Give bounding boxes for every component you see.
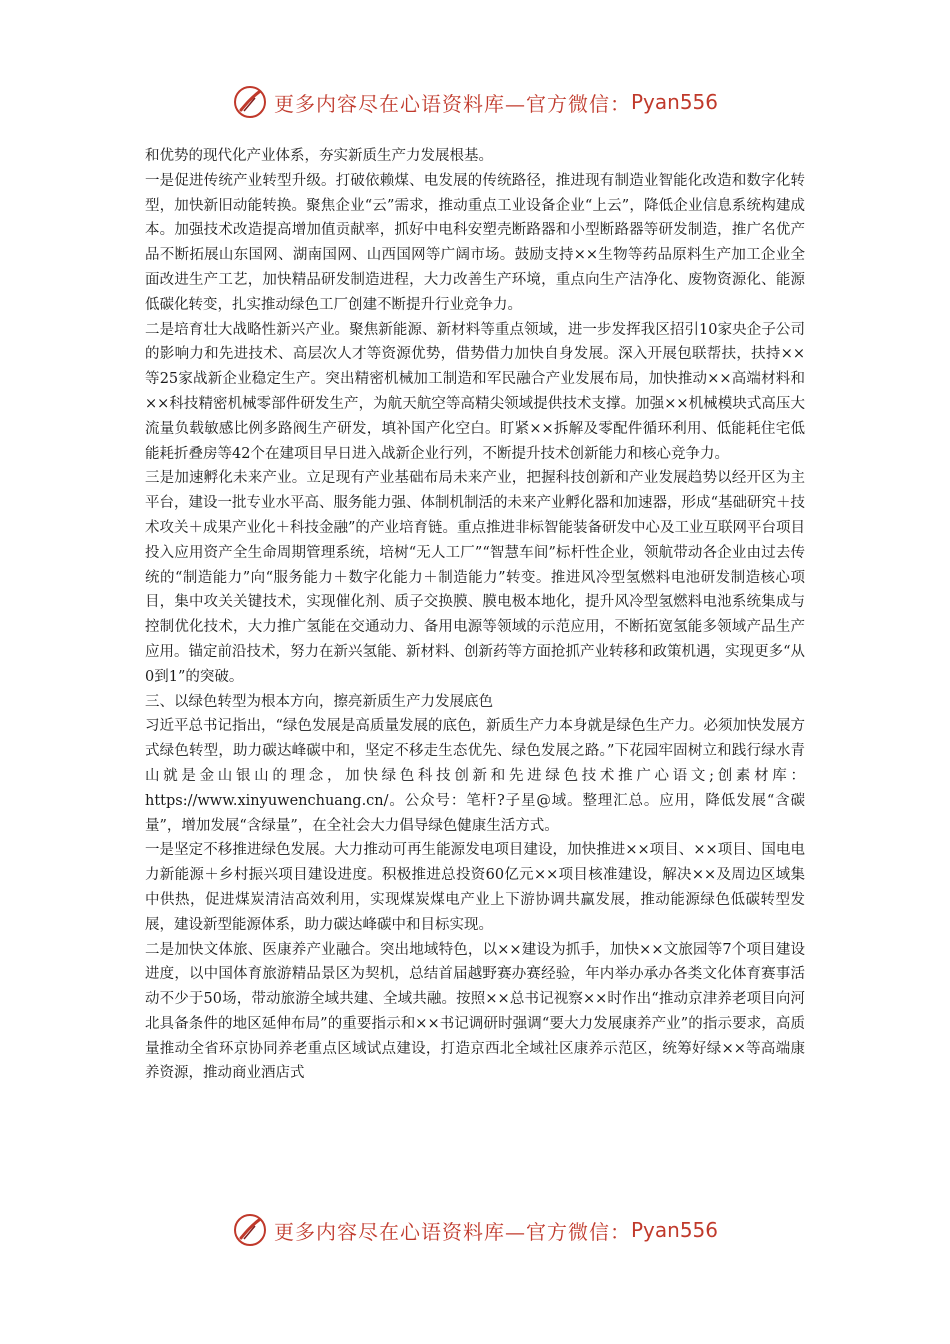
pen-logo-icon — [232, 84, 268, 120]
paragraph: 习近平总书记指出，“绿色发展是高质量发展的底色，新质生产力本身就是绿色生产力。必须加快发展方式绿色转型，助力碳达峰碳中和，坚定不移走生态优先、绿色发展之路。”下花园牢固树立和践行绿水青山就是金山银山的理念，加快绿色科技创新和先进绿色技术推广心语文;创素材库：https://www.xinyuwenchuang.cn/。公众号：笔杆?子星@域。整理汇总。应用，降低发展“含碳量”，增加发展“含绿量”，在全社会大力倡导绿色健康生活方式。 — [145, 718, 805, 834]
banner-wechat-id: Pyan556 — [630, 1218, 718, 1242]
paragraph: 三是加速孵化未来产业。立足现有产业基础布局未来产业，把握科技创新和产业发展趋势以经开区为主平台，建设一批专业水平高、服务能力强、体制机制活的未来产业孵化器和加速器，形成“基础研究＋技术攻关＋成果产业化＋科技金融”的产业培育链。重点推进非标智能装备研发中心及工业互联网平台项目投入应用资产全生命周期管理系统，培树“无人工厂”“智慧车间”标杆性企业，领航带动各企业由过去传统的“制造能力”向“服务能力＋数字化能力＋制造能力”转变。推进风冷型氢燃料电池研发制造核心项目，集中攻关关键技术，实现催化剂、质子交换膜、膜电极本地化，提升风冷型氢燃料电池系统集成与控制优化技术，大力推广氢能在交通动力、备用电源等领域的示范应用，不断拓宽氢能多领域产品生产应用。锚定前沿技术，努力在新兴氢能、新材料、创新药等方面抢抓产业转移和政策机遇，实现更多“从0到1”的突破。 — [145, 470, 805, 685]
paragraph: 和优势的现代化产业体系，夯实新质生产力发展根基。 — [145, 148, 493, 164]
section-heading: 三、以绿色转型为根本方向，擦亮新质生产力发展底色 — [145, 693, 493, 710]
paragraph: 一是坚定不移推进绿色发展。大力推动可再生能源发电项目建设，加快推进××项目、××项目、国电电力新能源＋乡村振兴项目建设进度。积极推进总投资60亿元××项目核准建设，解决××及周边区域集中供热，促进煤炭清洁高效利用，实现煤炭煤电产业上下游协调共赢发展，推动能源绿色低碳转型发展，建设新型能源体系，助力碳达峰碳中和目标实现。 — [145, 842, 805, 933]
banner-wechat-id: Pyan556 — [630, 90, 718, 114]
paragraph: 二是培育壮大战略性新兴产业。聚焦新能源、新材料等重点领域，进一步发挥我区招引10家央企子公司的影响力和先进技术、高层次人才等资源优势，借势借力加快自身发展。深入开展包联帮扶，扶持××等25家战新企业稳定生产。突出精密机械加工制造和军民融合产业发展布局，加快推动××高端材料和××科技精密机械零部件研发生产，为航天航空等高精尖领域提供技术支撑。加强××机械模块式高压大流量负载敏感比例多路阀生产研发，填补国产化空白。盯紧××拆解及零配件循环利用、低能耗住宅低能耗折叠房等42个在建项目早日进入战新企业行列，不断提升技术创新能力和核心竞争力。 — [145, 321, 805, 462]
body-text — [145, 144, 805, 1086]
header-banner — [0, 82, 950, 122]
footer-banner — [0, 1210, 950, 1250]
banner-text: 更多内容尽在心语资料库—官方微信： — [273, 91, 631, 116]
pen-logo-icon — [232, 1212, 268, 1248]
paragraph: 一是促进传统产业转型升级。打破依赖煤、电发展的传统路径，推进现有制造业智能化改造和数字化转型，加快新旧动能转换。聚焦企业“云”需求，推动重点工业设备企业“上云”，降低企业信息系统构建成本。加强技术改造提高增加值贡献率，抓好中电科安塑壳断路器和小型断路器等研发制造，推广名优产品不断拓展山东国网、湖南国网、山西国网等广阔市场。鼓励支持××生物等药品原料生产加工企业全面改进生产工艺，加快精品研发制造进程，大力改善生产环境，重点向生产洁净化、废物资源化、能源低碳化转变，扎实推动绿色工厂创建不断提升行业竞争力。 — [145, 172, 805, 313]
banner-text: 更多内容尽在心语资料库—官方微信： — [273, 1219, 631, 1244]
paragraph: 二是加快文体旅、医康养产业融合。突出地域特色，以××建设为抓手，加快××文旅园等7个项目建设进度，以中国体育旅游精品景区为契机，总结首届越野赛办赛经验，年内举办承办各类文化体育赛事活动不少于50场，带动旅游全域共建、全域共融。按照××总书记视察××时作出“推动京津养老项目向河北具备条件的地区延伸布局”的重要指示和××书记调研时强调“要大力发展康养产业”的指示要求，高质量推动全省环京协同养老重点区域试点建设，打造京西北全域社区康养示范区，统筹好绿××等高端康养资源，推动商业酒店式 — [145, 941, 805, 1082]
